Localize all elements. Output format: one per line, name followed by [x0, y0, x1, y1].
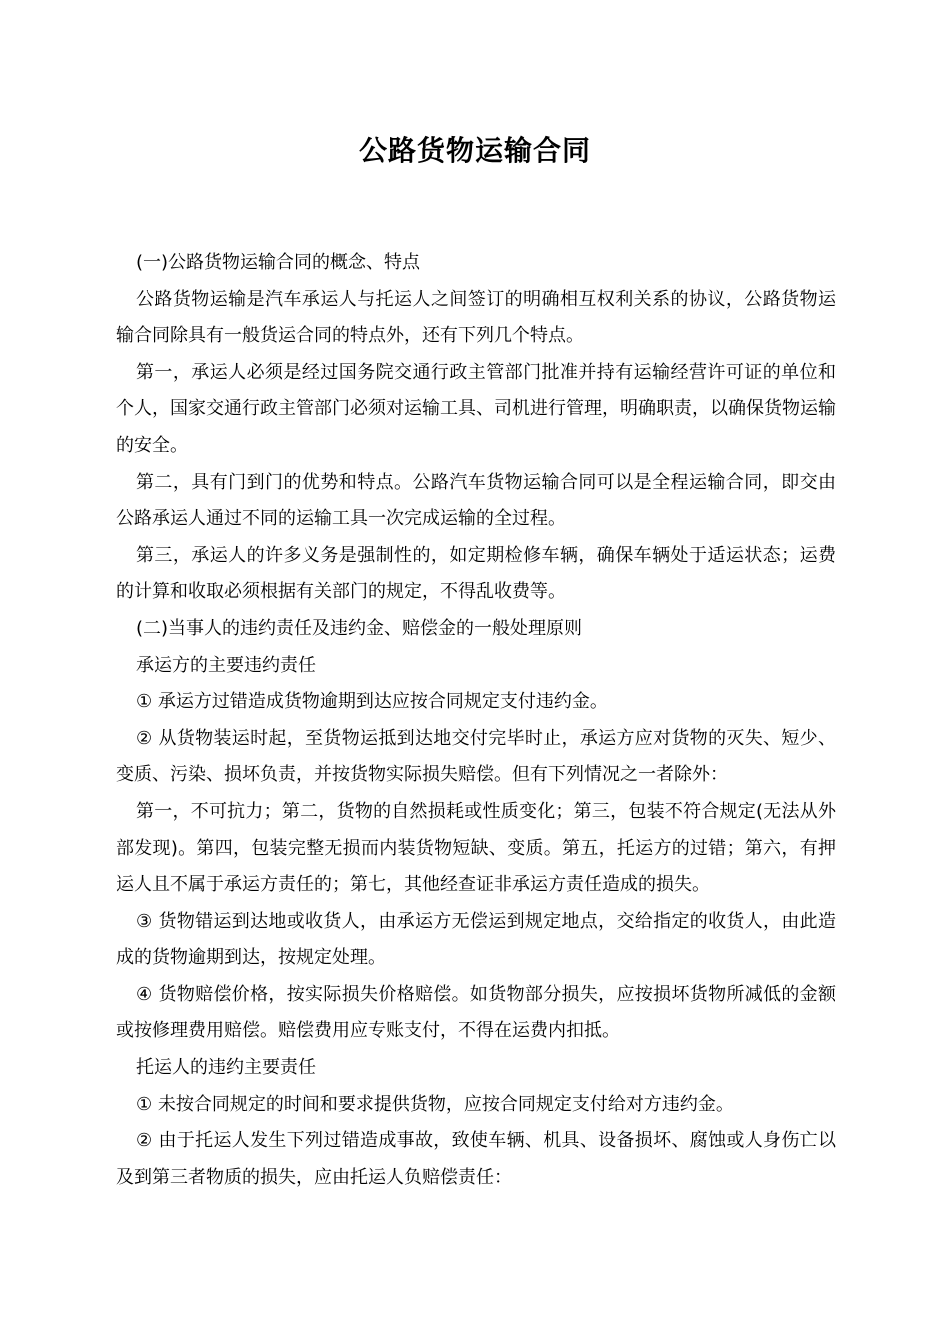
- paragraph-carrier-item-4: ④ 货物赔偿价格，按实际损失价格赔偿。如货物部分损失，应按损坏货物所减低的金额或按修理费用赔偿。赔偿费用应专账支付，不得在运费内扣抵。: [116, 983, 836, 1042]
- paragraph-definition: 公路货物运输是汽车承运人与托运人之间签订的明确相互权利关系的协议，公路货物运输合同除具有一般货运合同的特点外，还有下列几个特点。: [116, 288, 836, 347]
- paragraph-feature-1: 第一，承运人必须是经过国务院交通行政主管部门批准并持有运输经营许可证的单位和个人，国家交通行政主管部门必须对运输工具、司机进行管理，明确职责，以确保货物运输的安全。: [116, 361, 836, 456]
- paragraph-section-2-heading: (二)当事人的违约责任及违约金、赔偿金的一般处理原则: [136, 617, 583, 639]
- paragraph-carrier-item-2: ② 从货物装运时起，至货物运抵到达地交付完毕时止，承运方应对货物的灭失、短少、变质、污染、损坏负责，并按货物实际损失赔偿。但有下列情况之一者除外：: [116, 727, 836, 786]
- paragraph-shipper-item-1: ① 未按合同规定的时间和要求提供货物，应按合同规定支付给对方违约金。: [136, 1093, 734, 1115]
- paragraph-section-1-heading: (一)公路货物运输合同的概念、特点: [136, 252, 421, 273]
- paragraph-shipper-heading: 托运人的违约主要责任: [136, 1057, 316, 1079]
- document-title: 公路货物运输合同: [358, 134, 591, 167]
- paragraph-carrier-heading: 承运方的主要违约责任: [136, 654, 316, 676]
- paragraph-exceptions: 第一，不可抗力；第二，货物的自然损耗或性质变化；第三，包装不符合规定(无法从外部发现)。第四，包装完整无损而内装货物短缺、变质。第五，托运方的过错；第六，有押运人且不属于承运方责任的；第七，其他经查证非承运方责任造成的损失。: [116, 800, 836, 896]
- document-body: [116, 245, 836, 1196]
- paragraph-feature-2: 第二，具有门到门的优势和特点。公路汽车货物运输合同可以是全程运输合同，即交由公路承运人通过不同的运输工具一次完成运输的全过程。: [116, 471, 836, 530]
- paragraph-feature-3: 第三，承运人的许多义务是强制性的，如定期检修车辆，确保车辆处于适运状态；运费的计算和收取必须根据有关部门的规定，不得乱收费等。: [116, 544, 836, 603]
- paragraph-shipper-item-2: ② 由于托运人发生下列过错造成事故，致使车辆、机具、设备损坏、腐蚀或人身伤亡以及到第三者物质的损失，应由托运人负赔偿责任：: [116, 1130, 836, 1188]
- paragraph-carrier-item-1: ① 承运方过错造成货物逾期到达应按合同规定支付违约金。: [136, 691, 608, 713]
- paragraph-carrier-item-3: ③ 货物错运到达地或收货人，由承运方无偿运到规定地点，交给指定的收货人，由此造成的货物逾期到达，按规定处理。: [116, 910, 836, 969]
